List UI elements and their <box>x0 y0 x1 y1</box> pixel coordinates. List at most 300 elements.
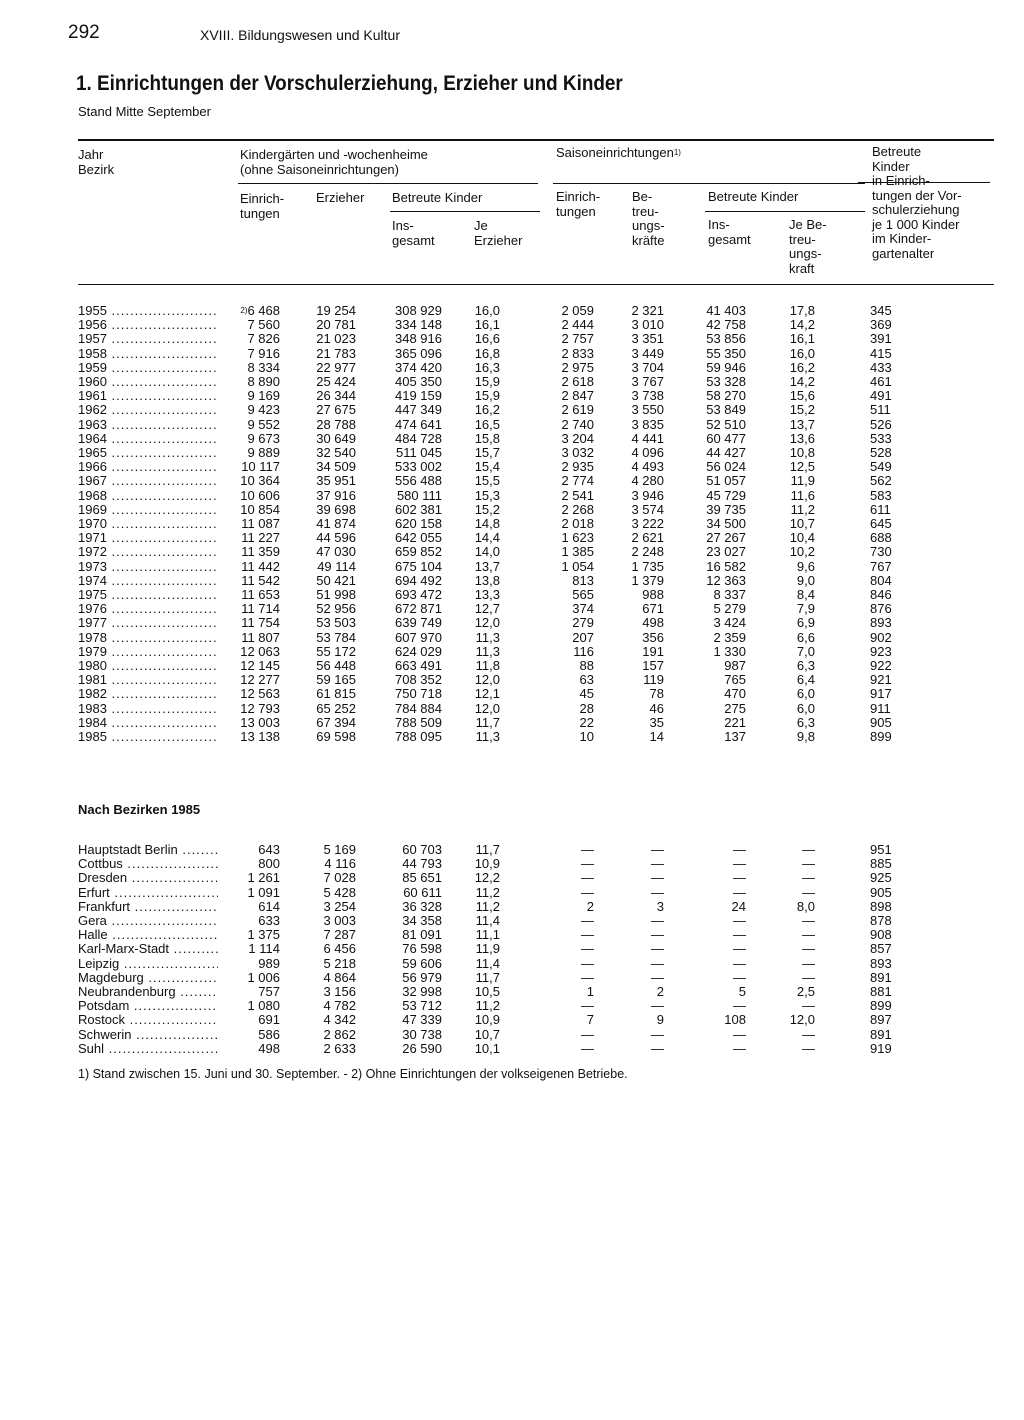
cell-erzieher: 27 675 <box>316 402 356 418</box>
cell-kinder-je-betreuungskraft: — <box>802 913 815 928</box>
cell-kinder-je-1000: 905 <box>870 714 892 730</box>
cell-erzieher: 6 456 <box>323 941 356 957</box>
cell-einrichtungen: 10 117 <box>241 459 280 475</box>
header-last-column: Betreute Kinder in Einrich- tungen der Vor- schulerziehung je 1 000 Kinder im Kinder- gartenalter <box>872 144 962 261</box>
cell-kinder-je-1000: 415 <box>870 345 892 361</box>
table-row <box>0 659 1024 673</box>
cell-kinder-je-betreuungskraft: — <box>802 1040 815 1056</box>
cell-kinder-insgesamt: 47 339 <box>402 1012 442 1028</box>
cell-kinder-je-erzieher: 11,8 <box>475 658 500 673</box>
cell-saison-einrichtungen: 2 833 <box>561 345 594 361</box>
cell-betreuungskraefte: — <box>651 884 664 900</box>
row-label: 1965 ..... <box>78 446 218 460</box>
cell-kinder-je-betreuungskraft: 8,4 <box>796 587 815 602</box>
cell-saison-kinder-insgesamt: 5 <box>738 984 746 999</box>
cell-saison-kinder-insgesamt: 108 <box>724 1012 746 1028</box>
cell-einrichtungen <box>222 304 280 318</box>
cell-kinder-insgesamt: 672 871 <box>395 601 442 617</box>
table-subtitle: Stand Mitte September <box>78 104 211 119</box>
cell-value: 6 468 <box>247 303 280 318</box>
cell-einrichtungen: 12 277 <box>240 672 280 688</box>
cell-kinder-je-1000: 922 <box>870 658 892 673</box>
cell-saison-einrichtungen: 2 619 <box>561 402 594 418</box>
cell-kinder-je-1000: 583 <box>870 487 892 503</box>
cell-kinder-je-1000: 730 <box>870 544 892 560</box>
cell-einrichtungen: 9 169 <box>247 388 280 404</box>
cell-kinder-je-1000: 857 <box>870 941 892 957</box>
cell-kinder-insgesamt: 334 148 <box>395 317 442 333</box>
cell-saison-einrichtungen: 2 618 <box>561 374 594 389</box>
cell-saison-kinder-insgesamt: 52 510 <box>706 416 746 432</box>
cell-kinder-insgesamt: 60 611 <box>403 884 442 900</box>
cell-saison-kinder-insgesamt: 53 328 <box>706 374 746 389</box>
cell-einrichtungen: 614 <box>258 898 280 914</box>
cell-saison-einrichtungen: — <box>581 842 594 857</box>
row-label: 1967 ..... <box>78 474 218 488</box>
row-label: Cottbus ..... <box>78 857 218 871</box>
cell-saison-einrichtungen: — <box>581 870 594 886</box>
cell-kinder-je-1000: 911 <box>870 700 891 716</box>
cell-einrichtungen: 13 003 <box>240 714 280 730</box>
cell-saison-einrichtungen: 2 268 <box>561 501 594 517</box>
cell-einrichtungen: 12 563 <box>240 686 280 702</box>
cell-betreuungskraefte: 1 379 <box>631 572 664 588</box>
cell-betreuungskraefte: 3 449 <box>631 345 664 361</box>
table-row <box>0 999 1024 1013</box>
cell-erzieher: 26 344 <box>316 388 356 404</box>
cell-erzieher: 7 287 <box>323 927 356 943</box>
cell-saison-einrichtungen: 1 623 <box>561 530 594 546</box>
cell-kinder-insgesamt: 693 472 <box>395 587 442 602</box>
cell-kinder-insgesamt: 81 091 <box>402 927 442 943</box>
table-row <box>0 574 1024 588</box>
cell-saison-kinder-insgesamt: 1 330 <box>713 643 746 659</box>
cell-einrichtungen: 11 227 <box>241 530 280 546</box>
cell-kinder-je-erzieher: 11,1 <box>475 927 500 943</box>
table-row <box>0 545 1024 559</box>
cell-kinder-je-erzieher: 16,3 <box>474 359 500 375</box>
cell-kinder-insgesamt: 56 979 <box>402 969 442 985</box>
cell-erzieher: 4 342 <box>323 1012 356 1028</box>
cell-betreuungskraefte: 498 <box>642 615 664 631</box>
cell-erzieher: 4 782 <box>323 998 356 1014</box>
cell-einrichtungen: 10 364 <box>240 473 280 489</box>
cell-kinder-je-betreuungskraft: 16,0 <box>789 345 815 361</box>
cell-kinder-insgesamt: 447 349 <box>395 402 442 418</box>
cell-saison-kinder-insgesamt: 55 350 <box>706 345 746 361</box>
cell-kinder-je-1000: 688 <box>870 530 892 546</box>
cell-betreuungskraefte: 3 738 <box>631 388 664 404</box>
cell-kinder-insgesamt: 788 095 <box>395 729 442 744</box>
cell-kinder-insgesamt: 624 029 <box>395 643 442 659</box>
cell-kinder-je-erzieher: 11,3 <box>475 729 500 744</box>
cell-saison-einrichtungen: — <box>581 998 594 1014</box>
row-label: Neubrandenburg ..... <box>78 985 218 999</box>
cell-erzieher: 47 030 <box>316 544 356 560</box>
cell-einrichtungen: 11 359 <box>241 544 280 560</box>
cell-kinder-je-1000: 511 <box>870 402 891 418</box>
cell-erzieher: 50 421 <box>316 572 356 588</box>
cell-einrichtungen: 586 <box>258 1026 280 1042</box>
cell-betreuungskraefte: 46 <box>649 700 664 716</box>
cell-erzieher: 5 169 <box>323 842 356 857</box>
table-row <box>0 900 1024 914</box>
cell-einrichtungen: 1 114 <box>248 941 280 957</box>
cell-einrichtungen: 1 261 <box>247 870 280 886</box>
table-row <box>0 716 1024 730</box>
cell-kinder-je-betreuungskraft: 8,0 <box>796 898 815 914</box>
header-betreute-kinder: Betreute Kinder <box>392 190 483 205</box>
cell-kinder-je-erzieher: 14,0 <box>474 544 500 560</box>
cell-erzieher: 39 698 <box>316 501 356 517</box>
cell-erzieher: 56 448 <box>316 658 356 673</box>
header-rule-betreute <box>390 211 540 212</box>
cell-betreuungskraefte: 4 280 <box>631 473 664 489</box>
cell-kinder-je-1000: 919 <box>870 1040 892 1056</box>
table-row <box>0 432 1024 446</box>
cell-kinder-insgesamt: 750 718 <box>395 686 442 702</box>
cell-saison-einrichtungen: — <box>581 927 594 943</box>
cell-kinder-je-erzieher: 16,6 <box>474 331 500 347</box>
cell-einrichtungen: 9 552 <box>247 416 280 432</box>
cell-kinder-je-erzieher: 15,4 <box>474 459 500 475</box>
cell-betreuungskraefte: — <box>651 955 664 971</box>
cell-betreuungskraefte: — <box>651 870 664 886</box>
cell-erzieher: 4 116 <box>324 856 356 872</box>
cell-kinder-je-betreuungskraft: 10,8 <box>789 445 815 460</box>
cell-saison-kinder-insgesamt: — <box>733 842 746 857</box>
table-row <box>0 645 1024 659</box>
cell-erzieher: 3 156 <box>323 984 356 999</box>
table-row <box>0 602 1024 616</box>
table-row <box>0 403 1024 417</box>
cell-betreuungskraefte: — <box>651 1040 664 1056</box>
row-label: Frankfurt ..... <box>78 900 218 914</box>
cell-einrichtungen: 7 916 <box>247 345 280 361</box>
cell-kinder-insgesamt: 607 970 <box>395 629 442 645</box>
cell-saison-einrichtungen: 63 <box>579 672 594 688</box>
cell-einrichtungen: 7 826 <box>247 331 280 347</box>
row-label: 1960 ..... <box>78 375 218 389</box>
cell-betreuungskraefte: — <box>651 1026 664 1042</box>
table-row <box>0 375 1024 389</box>
cell-saison-einrichtungen: 7 <box>586 1012 594 1028</box>
cell-kinder-je-erzieher: 12,1 <box>474 686 500 702</box>
table-row <box>0 531 1024 545</box>
cell-einrichtungen: 498 <box>258 1040 280 1056</box>
cell-saison-kinder-insgesamt: 470 <box>724 686 746 702</box>
cell-erzieher: 30 649 <box>316 430 356 446</box>
table-row <box>0 389 1024 403</box>
cell-saison-kinder-insgesamt: — <box>733 955 746 971</box>
cell-saison-kinder-insgesamt: 987 <box>724 658 746 673</box>
cell-betreuungskraefte: 191 <box>642 643 664 659</box>
cell-kinder-je-1000: 345 <box>870 303 892 318</box>
cell-betreuungskraefte: 3 550 <box>631 402 664 418</box>
row-label: 1966 ..... <box>78 460 218 474</box>
cell-saison-einrichtungen: 116 <box>573 643 594 659</box>
cell-kinder-je-betreuungskraft: 11,2 <box>790 501 815 517</box>
cell-kinder-je-erzieher: 11,4 <box>475 955 500 971</box>
cell-saison-einrichtungen: 207 <box>572 629 594 645</box>
row-label: Gera ..... <box>78 914 218 928</box>
cell-kinder-insgesamt: 556 488 <box>395 473 442 489</box>
cell-kinder-je-1000: 878 <box>870 913 892 928</box>
cell-erzieher: 53 784 <box>316 629 356 645</box>
cell-kinder-insgesamt: 533 002 <box>395 459 442 475</box>
row-label: Karl-Marx-Stadt ..... <box>78 942 218 956</box>
cell-kinder-je-erzieher: 12,0 <box>474 700 500 716</box>
bezirk-section-heading: Nach Bezirken 1985 <box>78 802 201 817</box>
cell-kinder-je-1000: 891 <box>870 969 892 985</box>
cell-einrichtungen: 757 <box>258 984 280 999</box>
footnote: 1) Stand zwischen 15. Juni und 30. September. - 2) Ohne Einrichtungen der volkseigenen Betriebe. <box>78 1067 628 1081</box>
table-row <box>0 942 1024 956</box>
cell-kinder-je-erzieher: 11,7 <box>475 842 500 857</box>
cell-saison-einrichtungen: — <box>581 1026 594 1042</box>
table-row <box>0 517 1024 531</box>
cell-saison-einrichtungen: 813 <box>572 572 594 588</box>
cell-einrichtungen: 8 890 <box>247 374 280 389</box>
cell-einrichtungen: 1 006 <box>247 969 280 985</box>
cell-betreuungskraefte: — <box>651 969 664 985</box>
cell-kinder-insgesamt: 26 590 <box>402 1040 442 1056</box>
cell-betreuungskraefte: 78 <box>649 686 664 702</box>
cell-saison-kinder-insgesamt: 53 849 <box>706 402 746 418</box>
cell-kinder-je-betreuungskraft: 12,5 <box>789 459 815 475</box>
table-row <box>0 971 1024 985</box>
table-row <box>0 730 1024 744</box>
cell-saison-einrichtungen: — <box>581 1040 594 1056</box>
cell-kinder-je-1000: 433 <box>870 359 892 375</box>
cell-kinder-je-erzieher: 16,0 <box>474 303 500 318</box>
cell-kinder-je-betreuungskraft: 6,3 <box>796 658 815 673</box>
cell-erzieher: 55 172 <box>316 643 356 659</box>
cell-betreuungskraefte: 2 248 <box>631 544 664 560</box>
cell-saison-kinder-insgesamt: 2 359 <box>713 629 746 645</box>
cell-einrichtungen: 633 <box>258 913 280 928</box>
cell-kinder-insgesamt: 44 793 <box>402 856 442 872</box>
cell-kinder-je-erzieher: 10,1 <box>474 1040 500 1056</box>
table-row <box>0 673 1024 687</box>
cell-kinder-je-betreuungskraft: 13,7 <box>789 416 815 432</box>
row-label: Rostock ..... <box>78 1013 218 1027</box>
cell-betreuungskraefte: 4 441 <box>631 430 664 446</box>
cell-kinder-je-erzieher: 15,8 <box>474 430 500 446</box>
cell-betreuungskraefte: 119 <box>643 672 664 688</box>
cell-erzieher: 7 028 <box>323 870 356 886</box>
cell-kinder-je-erzieher: 11,3 <box>475 629 500 645</box>
cell-kinder-je-1000: 923 <box>870 643 892 659</box>
cell-saison-kinder-insgesamt: 60 477 <box>706 430 746 446</box>
cell-saison-kinder-insgesamt: 34 500 <box>706 516 746 531</box>
cell-betreuungskraefte: 671 <box>642 601 664 617</box>
cell-erzieher: 52 956 <box>316 601 356 617</box>
row-label: 1976 ..... <box>78 602 218 616</box>
table-row <box>0 914 1024 928</box>
cell-erzieher: 69 598 <box>316 729 356 744</box>
cell-erzieher: 41 874 <box>316 516 356 531</box>
cell-kinder-je-1000: 897 <box>870 1012 892 1028</box>
cell-betreuungskraefte: 4 493 <box>631 459 664 475</box>
cell-kinder-je-erzieher: 16,2 <box>474 402 500 418</box>
cell-kinder-je-1000: 905 <box>870 884 892 900</box>
cell-saison-kinder-insgesamt: — <box>733 998 746 1014</box>
header-je-erzieher: Je Erzieher <box>474 218 523 248</box>
cell-saison-einrichtungen: 3 204 <box>561 430 594 446</box>
cell-kinder-je-betreuungskraft: — <box>802 955 815 971</box>
row-label: 1957 ..... <box>78 332 218 346</box>
cell-saison-kinder-insgesamt: 56 024 <box>706 459 746 475</box>
cell-kinder-je-1000: 917 <box>870 686 892 702</box>
cell-saison-einrichtungen: — <box>581 913 594 928</box>
cell-betreuungskraefte: — <box>651 842 664 857</box>
table-row <box>0 886 1024 900</box>
cell-betreuungskraefte: 2 321 <box>631 303 664 318</box>
row-label: 1956 ..... <box>78 318 218 332</box>
cell-saison-kinder-insgesamt: — <box>733 913 746 928</box>
cell-saison-kinder-insgesamt: 5 279 <box>713 601 746 617</box>
row-label: 1962 ..... <box>78 403 218 417</box>
cell-kinder-je-1000: 893 <box>870 615 892 631</box>
cell-saison-kinder-insgesamt: 51 057 <box>706 473 746 489</box>
table-row <box>0 1013 1024 1027</box>
cell-betreuungskraefte: 2 621 <box>631 530 664 546</box>
header-bottom-rule <box>78 284 994 285</box>
cell-kinder-insgesamt: 602 381 <box>395 501 442 517</box>
cell-einrichtungen: 11 653 <box>241 587 280 602</box>
row-label: 1970 ..... <box>78 517 218 531</box>
cell-betreuungskraefte: — <box>651 998 664 1014</box>
cell-einrichtungen: 11 087 <box>241 516 280 531</box>
cell-kinder-je-betreuungskraft: 12,0 <box>789 1012 815 1028</box>
row-label: Dresden ..... <box>78 871 218 885</box>
cell-kinder-insgesamt: 511 045 <box>395 445 442 460</box>
cell-einrichtungen: 12 145 <box>240 658 280 673</box>
row-label: 1958 ..... <box>78 347 218 361</box>
cell-kinder-je-betreuungskraft: 6,4 <box>796 672 815 688</box>
cell-saison-einrichtungen: 374 <box>572 601 594 617</box>
cell-saison-kinder-insgesamt: — <box>733 870 746 886</box>
cell-betreuungskraefte: 3 574 <box>631 501 664 517</box>
cell-kinder-je-erzieher: 15,5 <box>474 473 500 489</box>
cell-kinder-je-betreuungskraft: — <box>802 884 815 900</box>
cell-betreuungskraefte: 3 <box>656 898 664 914</box>
table-row <box>0 361 1024 375</box>
cell-kinder-je-1000: 881 <box>870 984 892 999</box>
cell-kinder-insgesamt: 374 420 <box>395 359 442 375</box>
cell-betreuungskraefte: 3 704 <box>631 359 664 375</box>
cell-betreuungskraefte: — <box>651 913 664 928</box>
cell-kinder-je-erzieher: 13,8 <box>474 572 500 588</box>
cell-kinder-insgesamt: 32 998 <box>402 984 442 999</box>
cell-erzieher: 2 633 <box>323 1040 356 1056</box>
cell-saison-einrichtungen: 22 <box>579 714 594 730</box>
cell-betreuungskraefte: 3 351 <box>631 331 664 347</box>
cell-kinder-je-erzieher: 15,3 <box>474 487 500 503</box>
header-saison-betreute-kinder: Betreute Kinder <box>708 189 799 204</box>
cell-kinder-insgesamt: 30 738 <box>402 1026 442 1042</box>
cell-saison-kinder-insgesamt: 27 267 <box>706 530 746 546</box>
cell-betreuungskraefte: 9 <box>656 1012 664 1028</box>
cell-saison-einrichtungen: 2 935 <box>561 459 594 475</box>
cell-kinder-je-1000: 391 <box>870 331 892 347</box>
cell-kinder-insgesamt: 419 159 <box>395 388 442 404</box>
cell-einrichtungen: 643 <box>258 842 280 857</box>
table-row <box>0 631 1024 645</box>
cell-einrichtungen: 11 442 <box>241 558 280 574</box>
cell-betreuungskraefte: 157 <box>642 658 664 673</box>
header-saison-einrichtungen: Einrich- tungen <box>556 189 601 219</box>
cell-betreuungskraefte: — <box>651 927 664 943</box>
row-label: 1979 ..... <box>78 645 218 659</box>
cell-saison-kinder-insgesamt: — <box>733 1040 746 1056</box>
cell-saison-kinder-insgesamt: 221 <box>724 714 746 730</box>
cell-saison-kinder-insgesamt: 45 729 <box>706 487 746 503</box>
cell-betreuungskraefte: 4 096 <box>631 445 664 460</box>
cell-kinder-je-erzieher: 14,8 <box>474 516 500 531</box>
cell-kinder-je-1000: 549 <box>870 459 892 475</box>
table-row <box>0 843 1024 857</box>
cell-kinder-je-erzieher: 10,7 <box>474 1026 500 1042</box>
table-row <box>0 871 1024 885</box>
cell-kinder-insgesamt: 620 158 <box>395 516 442 531</box>
cell-saison-einrichtungen: 1 385 <box>561 544 594 560</box>
cell-kinder-je-1000: 562 <box>870 473 892 489</box>
cell-kinder-je-betreuungskraft: 10,4 <box>789 530 815 546</box>
cell-saison-kinder-insgesamt: 275 <box>724 700 746 716</box>
cell-kinder-insgesamt: 784 884 <box>395 700 442 716</box>
table-row <box>0 616 1024 630</box>
cell-betreuungskraefte: — <box>651 856 664 872</box>
cell-kinder-insgesamt: 405 350 <box>395 374 442 389</box>
cell-kinder-je-1000: 885 <box>870 856 892 872</box>
cell-saison-kinder-insgesamt: 23 027 <box>706 544 746 560</box>
cell-erzieher: 67 394 <box>316 714 356 730</box>
cell-kinder-je-1000: 528 <box>870 445 892 460</box>
cell-saison-einrichtungen: — <box>581 856 594 872</box>
cell-kinder-insgesamt: 59 606 <box>402 955 442 971</box>
table-row <box>0 687 1024 701</box>
cell-betreuungskraefte: 35 <box>649 714 664 730</box>
cell-kinder-je-erzieher: 14,4 <box>474 530 500 546</box>
cell-saison-einrichtungen: 2 975 <box>561 359 594 375</box>
cell-einrichtungen: 11 754 <box>241 615 280 631</box>
cell-kinder-je-erzieher: 12,7 <box>474 601 500 617</box>
header-rule-saison-betreute <box>705 211 865 212</box>
cell-einrichtungen: 1 080 <box>247 998 280 1014</box>
cell-kinder-je-erzieher: 11,3 <box>475 643 500 659</box>
table-row <box>0 1028 1024 1042</box>
cell-betreuungskraefte: 14 <box>649 729 664 744</box>
cell-erzieher: 28 788 <box>316 416 356 432</box>
cell-kinder-je-erzieher: 15,9 <box>474 374 500 389</box>
cell-kinder-je-erzieher: 13,7 <box>474 558 500 574</box>
cell-saison-kinder-insgesamt: 41 403 <box>706 303 746 318</box>
row-label: 1974 ..... <box>78 574 218 588</box>
cell-kinder-insgesamt: 53 712 <box>402 998 442 1014</box>
table-row <box>0 588 1024 602</box>
cell-kinder-insgesamt: 484 728 <box>395 430 442 446</box>
row-label: Schwerin ..... <box>78 1028 218 1042</box>
cell-erzieher: 5 428 <box>323 884 356 900</box>
cell-kinder-je-betreuungskraft: 2,5 <box>796 984 815 999</box>
cell-einrichtungen: 691 <box>258 1012 280 1028</box>
cell-saison-kinder-insgesamt: — <box>733 856 746 872</box>
cell-einrichtungen: 10 854 <box>240 501 280 517</box>
header-saison-footnote-mark: 1) <box>673 148 681 157</box>
row-label: Erfurt ..... <box>78 886 218 900</box>
